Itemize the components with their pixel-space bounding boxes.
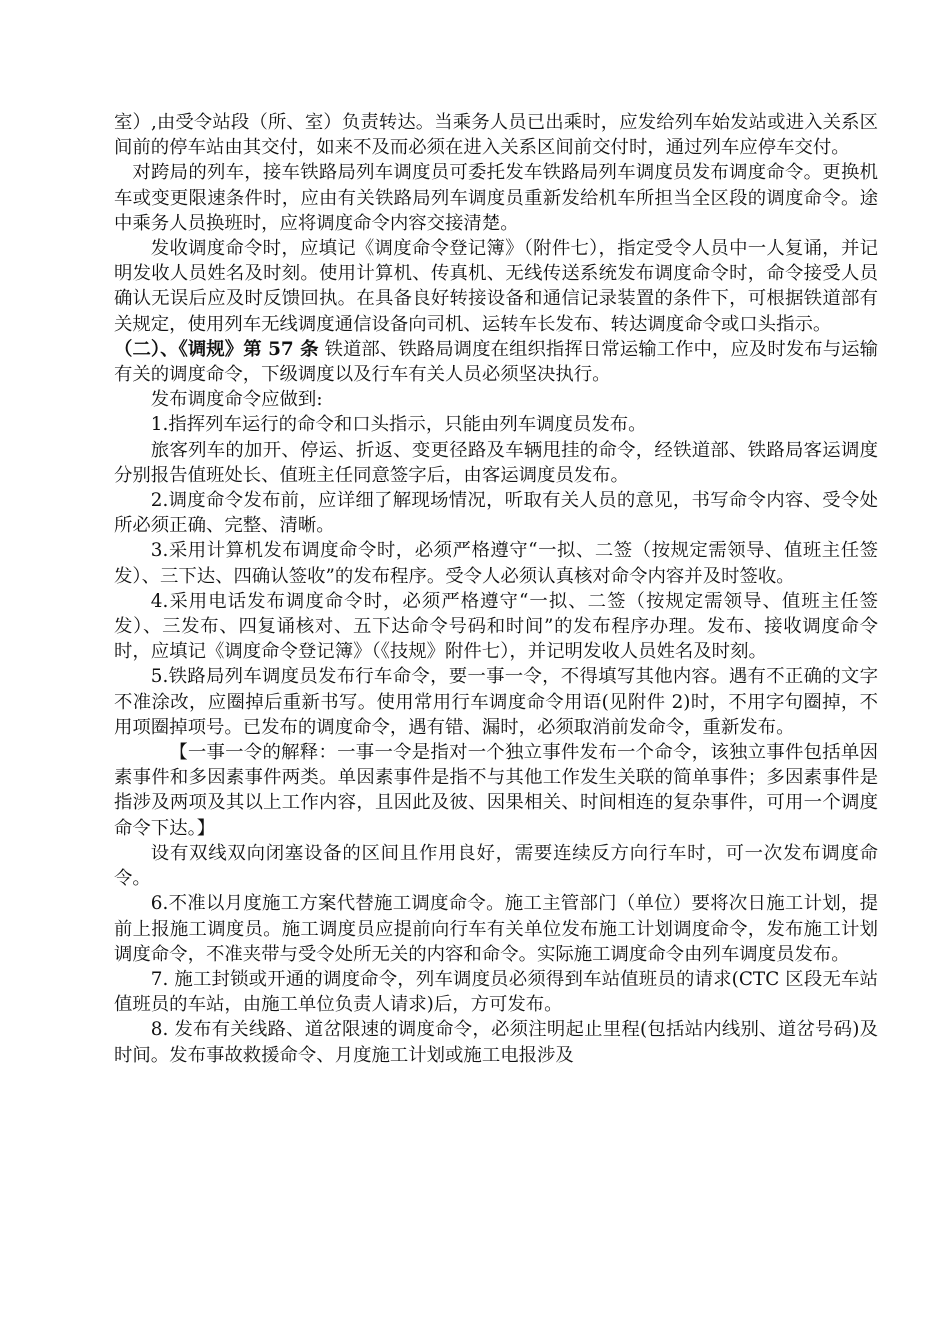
body-text bbox=[114, 110, 878, 1068]
paragraph-continuation: 室）,由受令站段（所、室）负责转达。当乘务人员已出乘时，应发给列车始发站或进入关系区间前的停车站由其交付，如来不及而必须在进入关系区间前交付时，通过列车应停车交付。 bbox=[114, 112, 878, 159]
article-57-heading: （二）、《调规》第 57 条 bbox=[114, 338, 319, 360]
article-57-text: 铁道部、铁路局调度在组织指挥日常运输工作中，应及时发布与运输有关的调度命令，下级调度以及行车有关人员必须坚决执行。 bbox=[114, 338, 878, 386]
paragraph-item-1: 1.指挥列车运行的命令和口头指示，只能由列车调度员发布。 bbox=[150, 414, 647, 436]
paragraph-item-6: 6.不准以月度施工方案代替施工调度命令。施工主管部门（单位）要将次日施工计划，提前上报施工调度员。施工调度员应提前向行车有关单位发布施工计划调度命令，发布施工计划调度命令，不准夹带与受令处所无关的内容和命令。实际施工调度命令由列车调度员发布。 bbox=[114, 893, 878, 965]
paragraph-article-57 bbox=[114, 337, 878, 387]
paragraph-item-1-passenger: 旅客列车的加开、停运、折返、变更径路及车辆甩挂的命令，经铁道部、铁路局客运调度分别报告值班处长、值班主任同意签字后，由客运调度员发布。 bbox=[114, 439, 878, 486]
paragraph-cross-bureau-trains: 对跨局的列车，接车铁路局列车调度员可委托发车铁路局列车调度员发布调度命令。更换机车或变更限速条件时，应由有关铁路局列车调度员重新发给机车所担当全区段的调度命令。途中乘务人员换班时，应将调度命令内容交接清楚。 bbox=[114, 162, 878, 234]
paragraph-item-4: 4.采用电话发布调度命令时，必须严格遵守“一拟、二签（按规定需领导、值班主任签发）、三发布、四复诵核对、五下达命令号码和时间”的发布程序办理。发布、接收调度命令时，应填记《调度命令登记簿》（《技规》附件七），并记明发收人员姓名及时刻。 bbox=[114, 590, 878, 663]
paragraph-item-5: 5.铁路局列车调度员发布行车命令，要一事一令，不得填写其他内容。遇有不正确的文字不准涂改，应圈掉后重新书写。使用常用行车调度命令用语(见附件 2)时，不用字句圈掉，不用项圈掉项号。已发布的调度命令，遇有错、漏时，必须取消前发命令，重新发布。 bbox=[114, 666, 878, 738]
paragraph-item-7: 7. 施工封锁或开通的调度命令，列车调度员必须得到车站值班员的请求(CTC 区段无车站值班员的车站，由施工单位负责人请求)后，方可发布。 bbox=[114, 968, 878, 1016]
paragraph-requirements-intro: 发布调度命令应做到: bbox=[150, 389, 323, 411]
paragraph-double-track: 设有双线双向闭塞设备的区间且作用良好，需要连续反方向行车时，可一次发布调度命令。 bbox=[114, 842, 878, 890]
paragraph-one-order-explanation: 【一事一令的解释：一事一令是指对一个独立事件发布一个命令，该独立事件包括单因素事件和多因素事件两类。单因素事件是指不与其他工作发生关联的简单事件；多因素事件是指涉及两项及其以上工作内容，且因此及彼、因果相关、时间相连的复杂事件，可用一个调度命令下达。】 bbox=[114, 742, 878, 839]
paragraph-item-2: 2.调度命令发布前，应详细了解现场情况，听取有关人员的意见，书写命令内容、受令处所必须正确、完整、清晰。 bbox=[114, 490, 878, 537]
paragraph-item-8: 8. 发布有关线路、道岔限速的调度命令，必须注明起止里程(包括站内线别、道岔号码)及时间。发布事故救援命令、月度施工计划或施工电报涉及 bbox=[114, 1019, 878, 1066]
paragraph-item-3: 3.采用计算机发布调度命令时，必须严格遵守“一拟、二签（按规定需领导、值班主任签发）、三下达、四确认签收”的发布程序。受令人必须认真核对命令内容并及时签收。 bbox=[114, 540, 878, 587]
paragraph-send-receive-orders: 发收调度命令时，应填记《调度命令登记簿》（附件七），指定受令人员中一人复诵，并记明发收人员姓名及时刻。使用计算机、传真机、无线传送系统发布调度命令时，命令接受人员确认无误后应及时反馈回执。在具备良好转接设备和通信记录装置的条件下，可根据铁道部有关规定，使用列车无线调度通信设备向司机、运转车长发布、转达调度命令或口头指示。 bbox=[114, 238, 878, 335]
